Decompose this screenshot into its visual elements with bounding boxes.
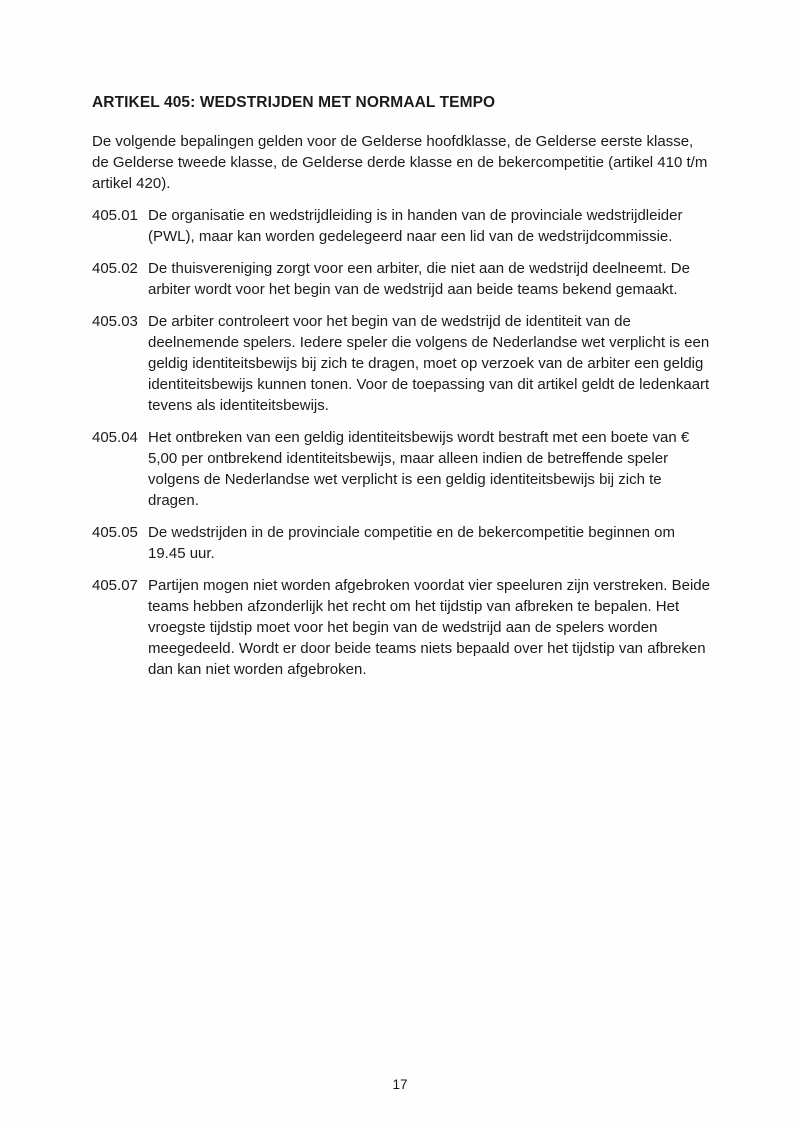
clause-number: 405.04 [92, 429, 138, 446]
page-number: 17 [392, 1077, 408, 1092]
clause-text: Partijen mogen niet worden afgebroken voordat vier speeluren zijn verstreken. Beide teams hebben afzonderlijk het recht om het tijdstip van afbreken te bepalen. Het vroegste tijdstip moet voor het begin van de wedstrijd aan de spelers worden meegedeeld. Wordt er door beide teams niets bepaald over het tijdstip van afbreken dan kan niet worden afgebroken. [148, 577, 710, 678]
clause-number: 405.05 [92, 524, 138, 541]
clause-number: 405.03 [92, 313, 138, 330]
clause-405-05 [92, 522, 714, 564]
clause-405-04 [92, 427, 714, 511]
article-title: ARTIKEL 405: WEDSTRIJDEN MET NORMAAL TEMPO [92, 94, 496, 111]
clause-text: De organisatie en wedstrijdleiding is in handen van de provinciale wedstrijdleider (PWL), maar kan worden gedelegeerd naar een lid van de wedstrijdcommissie. [148, 207, 683, 245]
clause-text: De arbiter controleert voor het begin van de wedstrijd de identiteit van de deelnemende spelers. Iedere speler die volgens de Nederlandse wet verplicht is een geldig identiteitsbewijs bij zich te dragen, moet op verzoek van de arbiter een geldig identiteitsbewijs kunnen tonen. Voor de toepassing van dit artikel geldt de ledenkaart tevens als identiteitsbewijs. [148, 313, 710, 414]
clause-405-07 [92, 575, 714, 680]
clause-405-01 [92, 205, 714, 247]
clause-number: 405.07 [92, 577, 138, 594]
document-content [92, 93, 714, 691]
intro-paragraph: De volgende bepalingen gelden voor de Gelderse hoofdklasse, de Gelderse eerste klasse, de Gelderse tweede klasse, de Gelderse derde klasse en de bekercompetitie (artikel 410 t/m artikel 420). [92, 133, 708, 192]
clause-text: Het ontbreken van een geldig identiteitsbewijs wordt bestraft met een boete van € 5,00 per ontbrekend identiteitsbewijs, maar alleen indien de betreffende speler volgens de Nederlandse wet verplicht is een geldig identiteitsbewijs bij zich te dragen. [148, 429, 690, 509]
clause-405-03 [92, 311, 714, 416]
clause-number: 405.01 [92, 207, 138, 224]
clause-text: De thuisvereniging zorgt voor een arbiter, die niet aan de wedstrijd deelneemt. De arbiter wordt voor het begin van de wedstrijd aan beide teams bekend gemaakt. [148, 260, 690, 298]
clause-number: 405.02 [92, 260, 138, 277]
clause-405-02 [92, 258, 714, 300]
clause-text: De wedstrijden in de provinciale competitie en de bekercompetitie beginnen om 19.45 uur. [148, 524, 675, 562]
